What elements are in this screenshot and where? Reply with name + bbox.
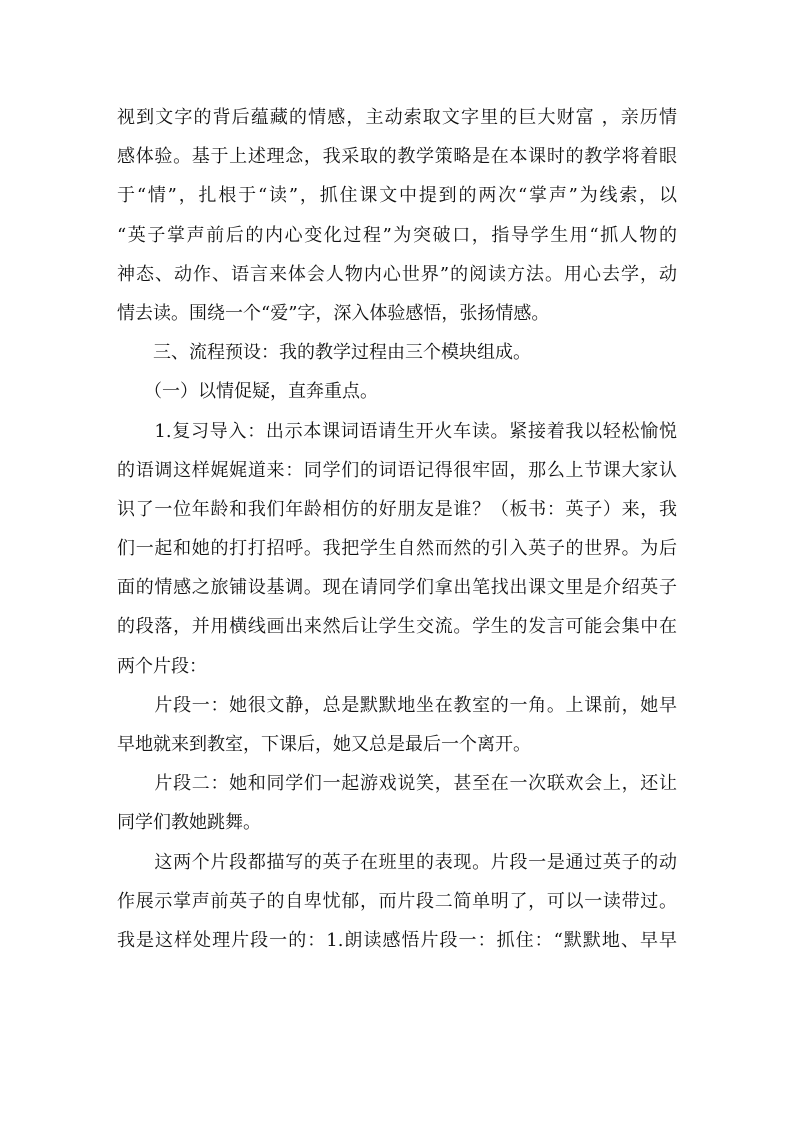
paragraph-line: 片段二：她和同学们一起游戏说笑，甚至在一次联欢会上，还让	[117, 773, 677, 795]
paragraph-line: 情去读。围绕一个“爱”字，深入体验感悟，张扬情感。	[117, 302, 550, 324]
paragraph-line: “英子掌声前后的内心变化过程”为突破口，指导学生用“抓人物的	[117, 224, 677, 246]
paragraph-line: 早地就来到教室，下课后，她又总是最后一个离开。	[117, 734, 531, 755]
paragraph-line: 1.复习导入：出示本课词语请生开火车读。紧接着我以轻松愉悦	[117, 420, 677, 442]
paragraph-line: 片段一：她很文静，总是默默地坐在教室的一角。上课前，她早	[117, 694, 677, 716]
paragraph-line: 面的情感之旅铺设基调。现在请同学们拿出笔找出课文里是介绍英子	[117, 577, 677, 599]
document-body	[117, 98, 677, 960]
paragraph-line: 这两个片段都描写的英子在班里的表现。片段一是通过英子的动	[117, 851, 677, 873]
paragraph-line: 同学们教她跳舞。	[117, 812, 261, 834]
paragraph-line: 感体验。基于上述理念，我采取的教学策略是在本课时的教学将着眼	[117, 146, 677, 168]
paragraph-line: 作展示掌声前英子的自卑忧郁，而片段二简单明了，可以一读带过。	[117, 890, 677, 912]
paragraph-line: 神态、动作、语言来体会人物内心世界”的阅读方法。用心去学，动	[117, 263, 677, 285]
paragraph-line: 于“情”，扎根于“读”，抓住课文中提到的两次“掌声”为线索，以	[117, 185, 677, 207]
paragraph-line: 两个片段：	[117, 655, 207, 677]
paragraph-line: 的段落，并用横线画出来然后让学生交流。学生的发言可能会集中在	[117, 616, 677, 638]
paragraph-line: 我是这样处理片段一的：1.朗读感悟片段一：抓住：“默默地、早早	[117, 929, 677, 951]
paragraph-line: 们一起和她的打打招呼。我把学生自然而然的引入英子的世界。为后	[117, 538, 677, 560]
section-heading: 三、流程预设：我的教学过程由三个模块组成。	[117, 342, 531, 364]
subsection-heading: （一）以情促疑，直奔重点。	[117, 381, 378, 403]
paragraph-line: 视到文字的背后蕴藏的情感，主动索取文字里的巨大财富 ，亲历情	[117, 107, 677, 128]
paragraph-line: 的语调这样娓娓道来：同学们的词语记得很牢固，那么上节课大家认	[117, 459, 677, 481]
paragraph-line: 识了一位年龄和我们年龄相仿的好朋友是谁？（板书：英子）来，我	[117, 498, 677, 520]
